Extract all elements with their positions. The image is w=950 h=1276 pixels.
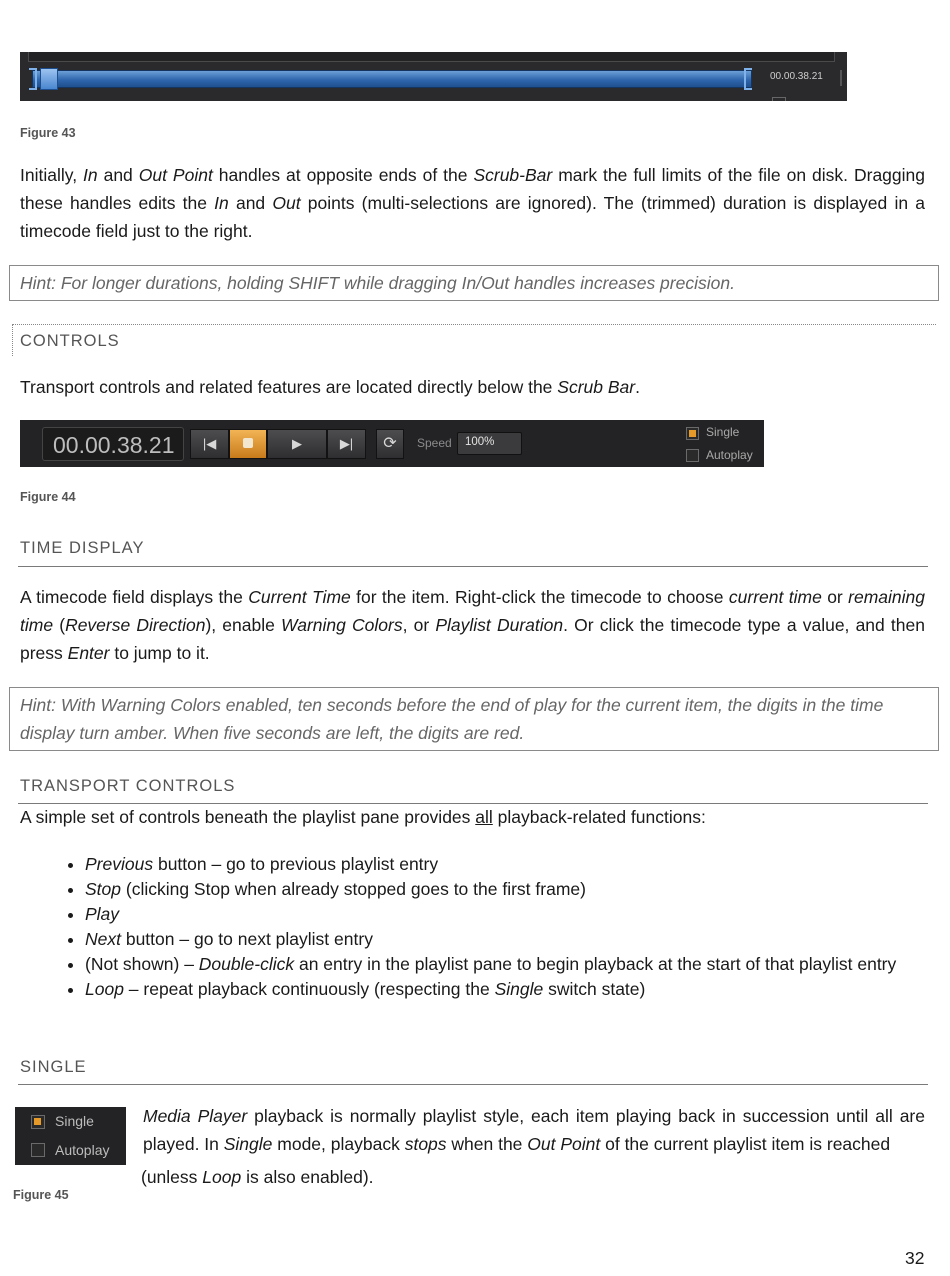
previous-icon: |◀: [202, 436, 217, 451]
list-item: • Next button – go to next playlist entry: [85, 927, 950, 952]
transport-paragraph: A simple set of controls beneath the playlist pane provides all playback-related functions:: [20, 807, 706, 827]
transport-list: [40, 852, 950, 1002]
transport-controls-figure: [20, 420, 764, 467]
list-item: • (Not shown) – Double-click an entry in the playlist pane to begin playback at the start of that playlist entry: [85, 952, 950, 977]
stop-button[interactable]: [229, 429, 267, 459]
list-item: • Previous button – go to previous playlist entry: [85, 852, 950, 877]
section-heading-single: SINGLE: [20, 1058, 87, 1076]
figure-caption: Figure 43: [20, 126, 76, 140]
list-item: • Stop (clicking Stop when already stopped goes to the first frame): [85, 877, 950, 902]
single-checkbox[interactable]: [31, 1115, 45, 1129]
list-item: • Loop – repeat playback continuously (respecting the Single switch state): [85, 977, 950, 1002]
list-item: • Play: [85, 902, 950, 927]
autoplay-label: Autoplay: [706, 448, 753, 462]
previous-button[interactable]: [190, 429, 229, 459]
controls-paragraph: Transport controls and related features are located directly below the Scrub Bar.: [20, 377, 640, 397]
autoplay-label: Autoplay: [55, 1142, 110, 1158]
single-label: Single: [706, 425, 740, 439]
single-checkbox[interactable]: [686, 427, 699, 440]
single-paragraph: Media Player playback is normally playlist style, each item playing back in succession until all are played. In Single mode, playback stops when the Out Point of the current playlist item is reached: [143, 1106, 925, 1154]
play-button[interactable]: [267, 429, 327, 459]
single-paragraph-cont: (unless Loop is also enabled).: [141, 1167, 374, 1187]
play-icon: ▶: [292, 436, 302, 451]
speed-label: Speed: [417, 436, 452, 450]
single-label: Single: [55, 1113, 94, 1129]
single-autoplay-figure: [15, 1107, 126, 1165]
section-heading-transport: TRANSPORT CONTROLS: [20, 777, 236, 795]
section-divider-left: [12, 324, 13, 356]
next-icon: ▶|: [339, 436, 354, 451]
hint-box: Hint: For longer durations, holding SHIFT while dragging In/Out handles increases precision.: [9, 265, 939, 301]
section-heading-time-display: TIME DISPLAY: [20, 539, 145, 557]
scrub-bar[interactable]: [32, 70, 752, 88]
heading-underline: [18, 566, 928, 567]
autoplay-checkbox[interactable]: [31, 1143, 45, 1157]
page-number: 32: [905, 1248, 925, 1268]
checkbox-partial[interactable]: [772, 97, 786, 101]
speed-input[interactable]: 100%: [457, 432, 522, 455]
playhead-knob[interactable]: [40, 68, 58, 90]
autoplay-checkbox[interactable]: [686, 449, 699, 462]
figure-caption: Figure 45: [13, 1188, 69, 1202]
section-divider: [12, 324, 936, 325]
loop-icon: ⟳: [383, 435, 397, 452]
figure-caption: Figure 44: [20, 490, 76, 504]
loop-button[interactable]: [376, 429, 404, 459]
scrub-bar-figure: [20, 52, 847, 101]
in-point-handle[interactable]: [29, 68, 37, 90]
intro-paragraph: Initially, In and Out Point handles at opposite ends of the Scrub-Bar mark the full limits of the file on disk. Dragging these handles edits the In and Out points (multi-selections are ignored). The (trimmed) duration is displayed in a timecode field just to the right.: [20, 165, 925, 241]
panel-edge: [28, 52, 835, 62]
time-display-paragraph: A timecode field displays the Current Time for the item. Right-click the timecode to choose current time or remaining time (Reverse Direction), enable Warning Colors, or Playlist Duration. Or click the timecode type a value, and then press Enter to jump to it.: [20, 587, 925, 663]
hint-box: Hint: With Warning Colors enabled, ten seconds before the end of play for the current item, the digits in the time display turn amber. When five seconds are left, the digits are red.: [9, 687, 939, 751]
heading-underline: [18, 1084, 928, 1085]
timecode-display[interactable]: 00.00.38.21: [42, 427, 184, 461]
panel-divider: [840, 70, 842, 86]
section-heading-controls: CONTROLS: [20, 332, 120, 350]
out-point-handle[interactable]: [744, 68, 752, 90]
next-button[interactable]: [327, 429, 366, 459]
duration-timecode: 00.00.38.21: [770, 71, 823, 82]
